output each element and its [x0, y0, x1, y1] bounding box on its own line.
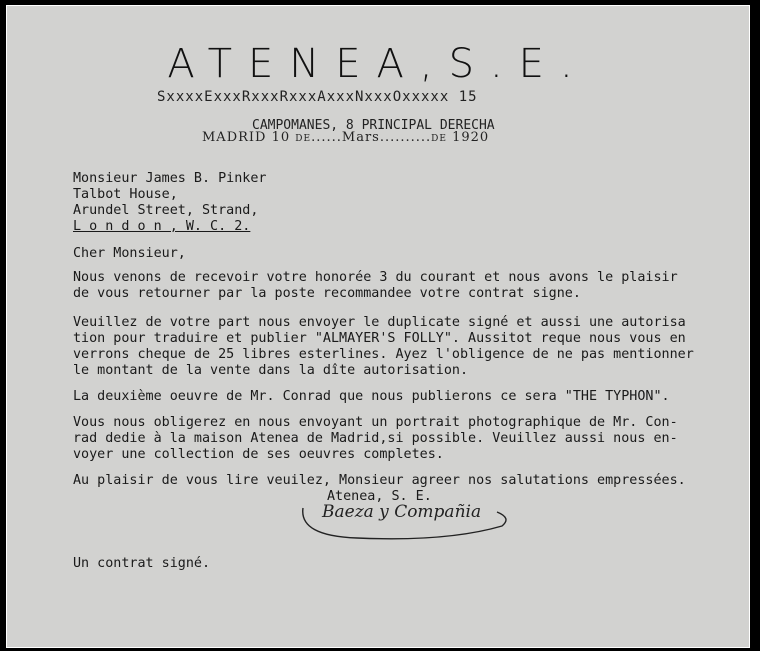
- paragraph-5-line-1: Au plaisir de vous lire veuilez, Monsieur agreer nos salutations empressées.: [73, 473, 686, 488]
- signatory: Atenea, S. E.: [327, 489, 432, 504]
- recipient-line-1: Monsieur James B. Pinker: [73, 171, 267, 186]
- date-line: MADRID 10 DE......Mars..........DE 1920: [202, 130, 490, 145]
- date-month: Mars: [341, 130, 380, 145]
- salutation: Cher Monsieur,: [73, 246, 186, 261]
- recipient-line-4: L o n d o n , W. C. 2.: [73, 219, 251, 234]
- date-day: 10: [271, 130, 291, 145]
- date-city: MADRID: [202, 130, 267, 145]
- date-de: DE: [295, 134, 312, 144]
- paragraph-2-line-3: verrons cheque de 25 libres esterlines. Ayez l'obligence de ne pas mentionner: [73, 347, 694, 362]
- paragraph-1-line-2: de vous retourner par la poste recommandee votre contrat signe.: [73, 286, 581, 301]
- recipient-line-3: Arundel Street, Strand,: [73, 203, 259, 218]
- recipient-line-2: Talbot House,: [73, 187, 178, 202]
- paragraph-2-line-4: le montant de la vente dans la dîte autorisation.: [73, 363, 469, 378]
- paragraph-4-line-2: rad dedie à la maison Atenea de Madrid,si possible. Veuillez aussi nous en-: [73, 431, 678, 446]
- handwritten-signature: Baeza y Compañia: [322, 502, 482, 522]
- enclosure-note: Un contrat signé.: [73, 556, 211, 571]
- letter-page: [6, 5, 750, 648]
- company-letterhead: ATENEA,S.E.: [167, 41, 589, 87]
- paragraph-2-line-2: tion pour traduire et publier "ALMAYER'S FOLLY". Aussitot reque nous vous en: [73, 331, 686, 346]
- paragraph-4-line-1: Vous nous obligerez en nous envoyant un portrait photographique de Mr. Con-: [73, 415, 678, 430]
- struck-address-line: SxxxxExxxRxxxRxxxAxxxNxxxOxxxxx 15: [157, 89, 478, 105]
- date-year: 1920: [452, 130, 490, 145]
- date-de-2: DE: [431, 134, 447, 144]
- paragraph-3-line-1: La deuxième oeuvre de Mr. Conrad que nous publierons ce sera "THE TYPHON".: [73, 389, 670, 404]
- paragraph-1-line-1: Nous venons de recevoir votre honorée 3 du courant et nous avons le plaisir: [73, 270, 678, 285]
- paragraph-2-line-1: Veuillez de votre part nous envoyer le duplicate signé et aussi une autorisa: [73, 315, 686, 330]
- paragraph-4-line-3: voyer une collection de ses oeuvres completes.: [73, 447, 444, 462]
- letterhead-address: CAMPOMANES, 8 PRINCIPAL DERECHA: [252, 118, 495, 133]
